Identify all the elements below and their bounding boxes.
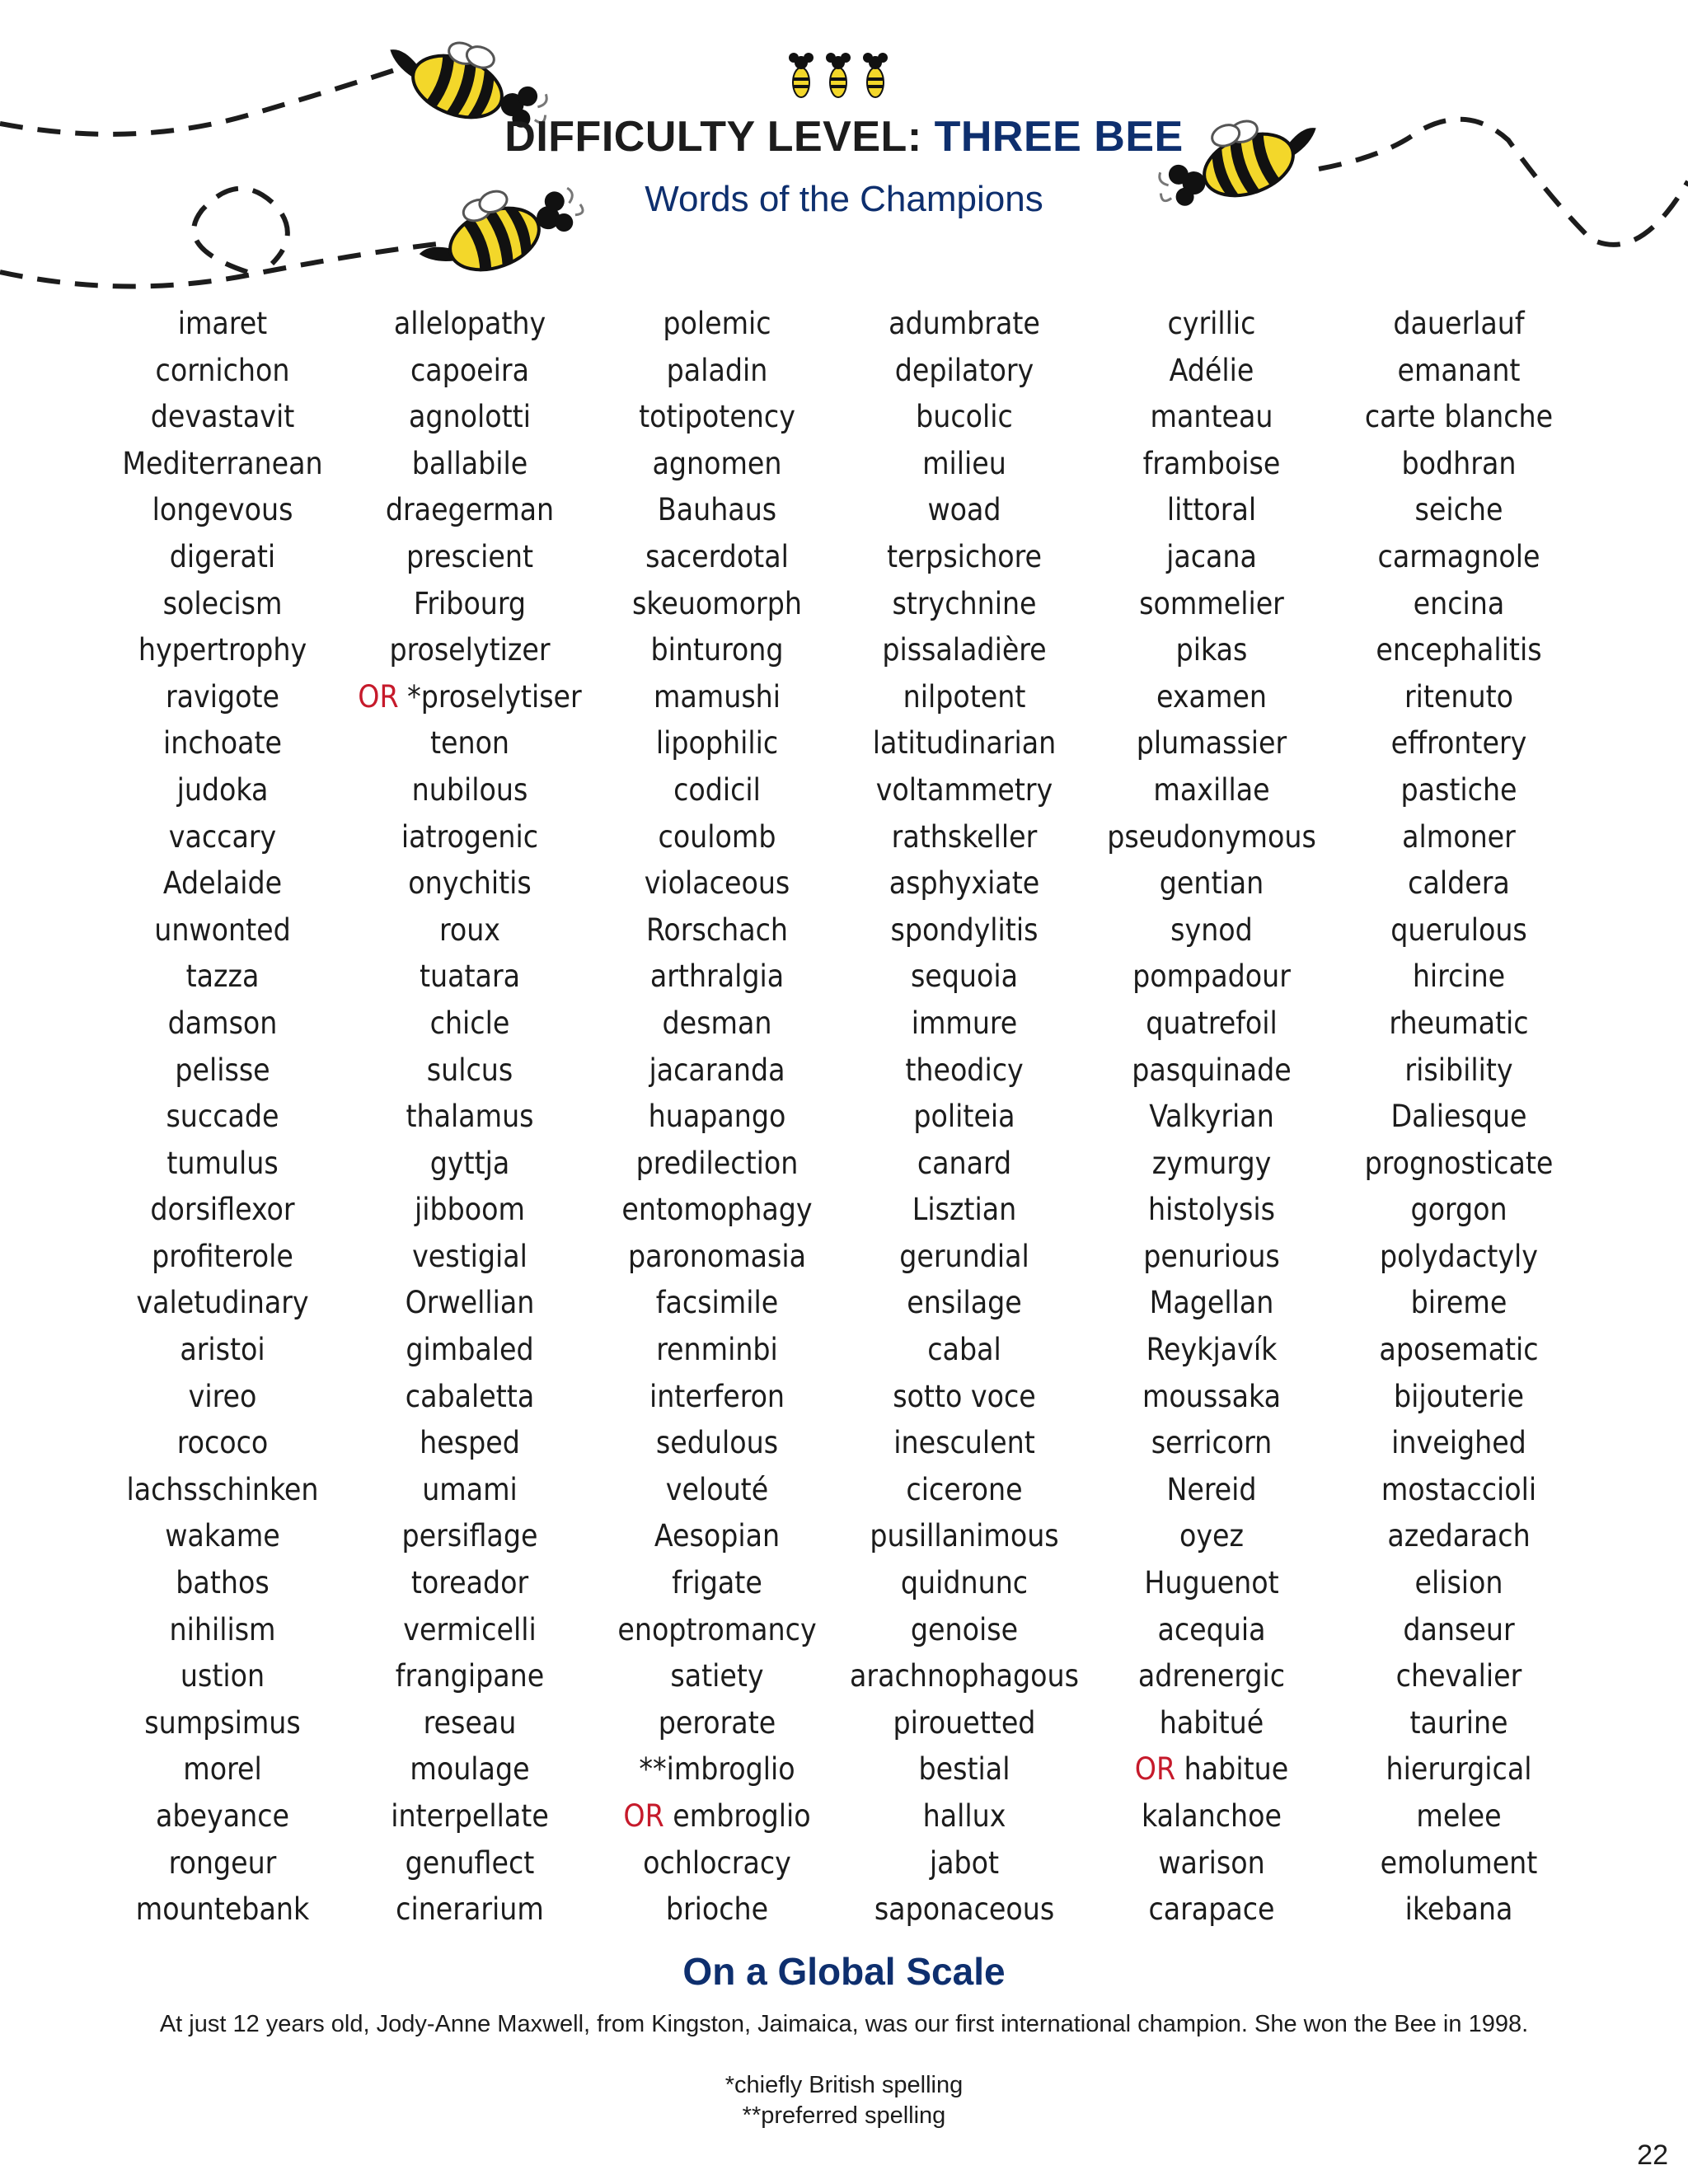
- word-item: hesped: [420, 1425, 520, 1461]
- word-item: querulous: [1390, 912, 1527, 948]
- word-item: persiflage: [401, 1518, 538, 1554]
- word-item: ustion: [180, 1658, 265, 1694]
- word-item: morel: [183, 1751, 262, 1788]
- word-item: acequia: [1157, 1611, 1266, 1647]
- word-item: [1071, 1746, 1352, 1793]
- word-item: bodhran: [1401, 445, 1517, 481]
- word-column: [330, 301, 610, 1933]
- word-item: imaret: [177, 306, 268, 341]
- word-item: rongeur: [168, 1844, 277, 1881]
- word-item: rathskeller: [891, 818, 1038, 855]
- word-item: immure: [911, 1005, 1018, 1041]
- word-item: allelopathy: [393, 306, 546, 341]
- word-item: enoptromancy: [617, 1611, 817, 1647]
- word-item: polemic: [663, 306, 771, 341]
- word-item: ensilage: [907, 1285, 1022, 1321]
- word-item: Reykjavík: [1146, 1332, 1278, 1368]
- word-item: bireme: [1410, 1285, 1507, 1321]
- or-label: OR: [623, 1798, 664, 1834]
- word-item: vireo: [188, 1378, 257, 1414]
- word-item: proselytizer: [389, 632, 551, 668]
- word-item: skeuomorph: [632, 585, 802, 621]
- word-item: Fribourg: [413, 585, 527, 621]
- word-item: milieu: [922, 445, 1006, 481]
- word-item: jabot: [929, 1844, 1000, 1881]
- word-item: lachsschinken: [126, 1471, 319, 1507]
- footnote-british: *chiefly British spelling: [724, 2072, 964, 2098]
- variant-spelling: habitue: [1175, 1751, 1289, 1788]
- word-item: ochlocracy: [643, 1844, 791, 1881]
- word-column: [1071, 301, 1352, 1933]
- word-item: pseudonymous: [1107, 818, 1316, 855]
- word-item: arachnophagous: [850, 1658, 1079, 1694]
- word-item: brioche: [665, 1891, 769, 1928]
- word-item: abeyance: [155, 1798, 289, 1834]
- word-item: coulomb: [658, 818, 776, 855]
- word-item: vaccary: [168, 818, 277, 855]
- word-item: cinerarium: [396, 1891, 544, 1928]
- word-item: cornichon: [155, 352, 290, 388]
- word-item: asphyxiate: [889, 865, 1040, 902]
- word-item: pelisse: [175, 1052, 270, 1088]
- word-item: cyrillic: [1167, 306, 1256, 341]
- word-column: [82, 301, 363, 1933]
- word-item: vestigial: [412, 1238, 528, 1274]
- word-item: sedulous: [655, 1425, 779, 1461]
- word-item: moussaka: [1142, 1378, 1281, 1414]
- word-item: ravigote: [165, 678, 280, 715]
- word-item: ballabile: [411, 445, 528, 481]
- word-item: ritenuto: [1404, 678, 1514, 715]
- word-item: saponaceous: [874, 1891, 1055, 1928]
- word-item: synod: [1170, 912, 1253, 948]
- word-item: polydactyly: [1380, 1238, 1538, 1274]
- page-subtitle: Words of the Champions: [645, 179, 1043, 219]
- word-item: voltammetry: [875, 771, 1053, 808]
- word-item: warison: [1158, 1844, 1265, 1881]
- word-column: [1319, 301, 1599, 1933]
- word-item: encephalitis: [1376, 632, 1542, 668]
- word-item: Adelaide: [162, 865, 283, 902]
- word-item: gerundial: [899, 1238, 1029, 1274]
- word-item: agnomen: [652, 445, 782, 481]
- word-item: lipophilic: [655, 725, 779, 762]
- word-item: pissaladière: [882, 632, 1047, 668]
- word-item: kalanchoe: [1141, 1798, 1282, 1834]
- word-item: nihilism: [169, 1611, 276, 1647]
- word-item: cabaletta: [405, 1378, 535, 1414]
- word-item: Rorschach: [645, 912, 789, 948]
- word-item: iatrogenic: [401, 818, 539, 855]
- word-item: encina: [1413, 585, 1505, 621]
- word-item: depilatory: [894, 352, 1034, 388]
- word-item: frangipane: [395, 1658, 545, 1694]
- word-item: terpsichore: [886, 538, 1043, 574]
- word-item: mostaccioli: [1381, 1471, 1537, 1507]
- footnotes: [0, 2070, 1688, 2131]
- word-item: quatrefoil: [1146, 1005, 1278, 1041]
- word-item: mamushi: [653, 678, 781, 715]
- footnote-preferred: **preferred spelling: [742, 2102, 946, 2129]
- variant-spelling: embroglio: [663, 1798, 811, 1834]
- word-item: serricorn: [1151, 1425, 1273, 1461]
- global-scale-text: At just 12 years old, Jody-Anne Maxwell, from Kingston, Jaimaica, was our first international champion. She won the Bee in 1998.: [159, 2011, 1529, 2037]
- difficulty-title: [0, 113, 1688, 161]
- word-item: succade: [166, 1099, 279, 1135]
- word-item: rococo: [176, 1425, 269, 1461]
- word-item: bucolic: [916, 399, 1013, 435]
- word-item: almoner: [1402, 818, 1516, 855]
- word-item: seiche: [1414, 492, 1503, 528]
- word-item: umami: [422, 1471, 518, 1507]
- word-item: reseau: [423, 1704, 517, 1741]
- word-item: damson: [167, 1005, 278, 1041]
- word-item: theodicy: [905, 1052, 1024, 1088]
- word-item: renminbi: [656, 1332, 778, 1368]
- word-item: adumbrate: [889, 306, 1040, 341]
- word-item: chicle: [429, 1005, 510, 1041]
- word-item: agnolotti: [409, 399, 531, 435]
- word-item: tenon: [429, 725, 510, 762]
- word-item: prognosticate: [1364, 1145, 1554, 1181]
- word-item: hierurgical: [1386, 1751, 1532, 1788]
- word-item: hircine: [1412, 958, 1506, 995]
- word-item: penurious: [1143, 1238, 1280, 1274]
- word-item: danseur: [1403, 1611, 1515, 1647]
- word-item: predilection: [635, 1145, 799, 1181]
- word-item: azedarach: [1387, 1518, 1531, 1554]
- word-item: Orwellian: [405, 1285, 535, 1321]
- word-item: adrenergic: [1137, 1658, 1286, 1694]
- word-item: prescient: [406, 538, 534, 574]
- word-item: chevalier: [1395, 1658, 1522, 1694]
- word-item: politeia: [913, 1099, 1015, 1135]
- word-item: jibboom: [415, 1192, 525, 1228]
- word-item: inveighed: [1391, 1425, 1526, 1461]
- word-item: sequoia: [910, 958, 1019, 995]
- word-item: pirouetted: [893, 1704, 1036, 1741]
- word-item: frigate: [672, 1565, 762, 1601]
- word-item: nubilous: [411, 771, 528, 808]
- word-item: inchoate: [162, 725, 283, 762]
- word-item: rheumatic: [1389, 1005, 1529, 1041]
- word-item: aposematic: [1379, 1332, 1539, 1368]
- word-item: Bauhaus: [657, 492, 777, 528]
- word-item: Magellan: [1149, 1285, 1274, 1321]
- word-item: huapango: [648, 1099, 786, 1135]
- difficulty-level: THREE BEE: [934, 113, 1184, 161]
- word-item: gyttja: [429, 1145, 510, 1181]
- word-item: jacana: [1166, 538, 1257, 574]
- word-item: quidnunc: [900, 1565, 1029, 1601]
- word-item: cabal: [927, 1332, 1001, 1368]
- word-item: hypertrophy: [138, 632, 307, 668]
- word-item: latitudinarian: [872, 725, 1057, 762]
- word-item: habitué: [1159, 1704, 1264, 1741]
- word-item: capoeira: [410, 352, 529, 388]
- word-item: spondylitis: [890, 912, 1039, 948]
- word-item: carte blanche: [1364, 399, 1554, 435]
- word-item: histolysis: [1148, 1192, 1275, 1228]
- difficulty-title-prefix: DIFFICULTY LEVEL:: [504, 113, 935, 161]
- word-item: elision: [1414, 1565, 1503, 1601]
- page-number: 22: [1637, 2139, 1668, 2171]
- word-item: inesculent: [893, 1425, 1035, 1461]
- word-item: digerati: [169, 538, 276, 574]
- word-item: Daliesque: [1390, 1099, 1527, 1135]
- word-item: tumulus: [166, 1145, 279, 1181]
- word-item: devastavit: [150, 399, 295, 435]
- word-item: velouté: [665, 1471, 769, 1507]
- three-bee-rating-icon: [789, 53, 888, 97]
- word-item: risibility: [1404, 1052, 1513, 1088]
- word-item: emanant: [1397, 352, 1521, 388]
- word-item: violaceous: [644, 865, 790, 902]
- word-item: judoka: [176, 771, 269, 808]
- word-item: sotto voce: [893, 1378, 1036, 1414]
- word-item: totipotency: [639, 399, 795, 435]
- word-item: valetudinary: [136, 1285, 309, 1321]
- word-item: roux: [438, 912, 501, 948]
- word-item: dorsiflexor: [150, 1192, 295, 1228]
- word-item: pusillanimous: [870, 1518, 1059, 1554]
- word-item: Adélie: [1169, 352, 1254, 388]
- word-item: sumpsimus: [144, 1704, 301, 1741]
- word-item: melee: [1416, 1798, 1502, 1834]
- word-item: pasquinade: [1132, 1052, 1292, 1088]
- word-item: [577, 1793, 857, 1840]
- word-item: gentian: [1159, 865, 1264, 902]
- word-item: caldera: [1408, 865, 1510, 902]
- word-item: Aesopian: [654, 1518, 781, 1554]
- word-item: paladin: [666, 352, 768, 388]
- word-item: moulage: [410, 1751, 530, 1788]
- word-item: thalamus: [406, 1099, 534, 1135]
- word-item: interpellate: [391, 1798, 549, 1834]
- word-item: framboise: [1142, 445, 1281, 481]
- word-item: aristoi: [180, 1332, 265, 1368]
- word-item: Valkyrian: [1149, 1099, 1274, 1135]
- word-item: bestial: [918, 1751, 1010, 1788]
- word-item: dauerlauf: [1393, 306, 1525, 341]
- word-item: emolument: [1380, 1844, 1538, 1881]
- word-item: genoise: [910, 1611, 1019, 1647]
- or-label: OR: [1134, 1751, 1176, 1788]
- word-item: bijouterie: [1393, 1378, 1525, 1414]
- word-column: [577, 301, 857, 1933]
- word-item: [330, 674, 610, 721]
- word-item: Nereid: [1166, 1471, 1257, 1507]
- word-item: effrontery: [1390, 725, 1527, 762]
- word-item: toreador: [410, 1565, 529, 1601]
- word-item: perorate: [658, 1704, 776, 1741]
- word-item: maxillae: [1153, 771, 1270, 808]
- word-column: [824, 301, 1104, 1933]
- word-item: examen: [1156, 678, 1267, 715]
- word-item: manteau: [1150, 399, 1273, 435]
- word-item: gorgon: [1410, 1192, 1507, 1228]
- word-item: binturong: [650, 632, 784, 668]
- word-item: canard: [917, 1145, 1012, 1181]
- word-item: vermicelli: [403, 1611, 537, 1647]
- word-item: tazza: [185, 958, 260, 995]
- page-header: [0, 115, 1688, 218]
- word-item: bathos: [176, 1565, 270, 1601]
- word-item: Huguenot: [1144, 1565, 1279, 1601]
- word-item: profiterole: [152, 1238, 293, 1274]
- word-list-grid: [0, 301, 1688, 1928]
- word-item: wakame: [165, 1518, 280, 1554]
- global-scale-heading: On a Global Scale: [682, 1950, 1006, 1993]
- word-item: littoral: [1166, 492, 1257, 528]
- word-item: plumassier: [1136, 725, 1287, 762]
- word-item: nilpotent: [903, 678, 1026, 715]
- word-item: **imbroglio: [639, 1751, 795, 1788]
- dashed-flight-path: [0, 243, 445, 287]
- word-item: carapace: [1148, 1891, 1275, 1928]
- variant-spelling: *proselytiser: [398, 678, 582, 715]
- word-item: tuatara: [419, 958, 521, 995]
- word-item: Mediterranean: [122, 445, 323, 481]
- word-item: facsimile: [655, 1285, 779, 1321]
- word-item: solecism: [162, 585, 283, 621]
- word-item: codicil: [673, 771, 761, 808]
- word-item: Lisztian: [912, 1192, 1017, 1228]
- word-item: satiety: [670, 1658, 764, 1694]
- word-item: desman: [662, 1005, 772, 1041]
- word-item: gimbaled: [406, 1332, 534, 1368]
- word-item: unwonted: [154, 912, 291, 948]
- word-item: sulcus: [426, 1052, 513, 1088]
- word-item: oyez: [1179, 1518, 1244, 1554]
- word-item: zymurgy: [1151, 1145, 1272, 1181]
- word-item: draegerman: [385, 492, 555, 528]
- word-item: sacerdotal: [645, 538, 789, 574]
- word-item: taurine: [1409, 1704, 1508, 1741]
- word-item: paronomasia: [627, 1238, 807, 1274]
- word-item: genuflect: [405, 1844, 535, 1881]
- word-item: carmagnole: [1377, 538, 1540, 574]
- or-label: OR: [358, 678, 399, 715]
- word-item: sommelier: [1139, 585, 1284, 621]
- word-item: cicerone: [906, 1471, 1023, 1507]
- word-item: hallux: [922, 1798, 1006, 1834]
- word-item: strychnine: [892, 585, 1037, 621]
- word-item: ikebana: [1404, 1891, 1513, 1928]
- word-item: pikas: [1175, 632, 1248, 668]
- word-item: entomophagy: [621, 1192, 813, 1228]
- word-item: interferon: [649, 1378, 785, 1414]
- word-item: jacaranda: [649, 1052, 785, 1088]
- word-item: mountebank: [135, 1891, 310, 1928]
- word-item: woad: [927, 492, 1001, 528]
- word-item: longevous: [152, 492, 293, 528]
- word-item: pastiche: [1400, 771, 1517, 808]
- word-item: pompadour: [1132, 958, 1291, 995]
- word-item: onychitis: [408, 865, 532, 902]
- word-item: arthralgia: [649, 958, 785, 995]
